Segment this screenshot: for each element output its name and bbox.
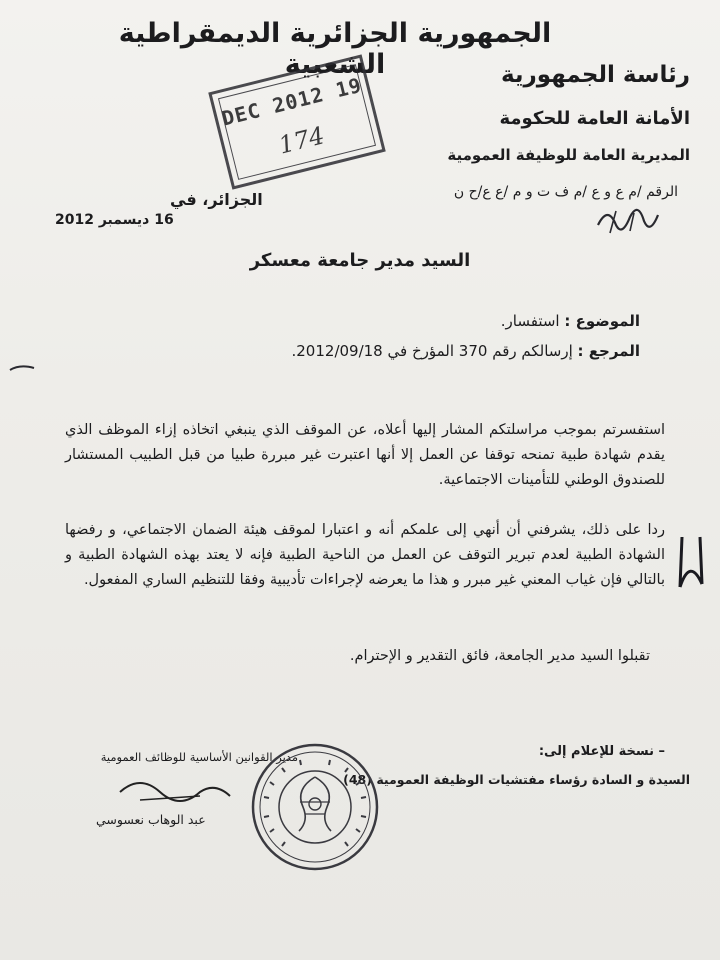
secretariat-heading: الأمانة العامة للحكومة bbox=[499, 108, 690, 129]
copy-to-recipients: السيدة و السادة رؤساء مفتشيات الوظيفة العمومية (48) bbox=[343, 772, 690, 787]
directorate-heading: المديرية العامة للوظيفة العمومية bbox=[447, 146, 690, 164]
signature-icon bbox=[110, 770, 260, 810]
republic-heading: الجمهورية الجزائرية الديمقراطية الشعبية bbox=[118, 18, 552, 80]
signatory-name: عبد الوهاب نعسوسي bbox=[96, 812, 206, 827]
signatory-title: مدير القوانين الأساسية للوظائف العمومية bbox=[100, 750, 298, 764]
reference-label: المرجع : bbox=[577, 342, 640, 360]
presidency-heading: رئاسة الجمهورية bbox=[500, 62, 690, 88]
reference-text: إرسالكم رقم 370 المؤرخ في 2012/09/18. bbox=[291, 342, 573, 360]
copy-to-title: – نسخة للإعلام إلى: bbox=[538, 744, 665, 759]
closing-line: تقبلوا السيد مدير الجامعة، فائق التقدير و الإحترام. bbox=[349, 648, 650, 664]
handwritten-number-icon bbox=[590, 195, 680, 245]
reference-line bbox=[291, 342, 640, 360]
place-line: الجزائر، في bbox=[170, 190, 263, 209]
body-paragraph-1: استفسرتم بموجب مراسلتكم المشار إليها أعلاه، عن الموقف الذي ينبغي اتخاذه إزاء الموظف الذي يقدم شهادة طبية تمنحه توقفا عن العمل إلا أنها اعتبرت غير مبررة طبيا من قبل الطبيب المستشار للصندوق الوطني للتأمينات الاجتماعية. bbox=[65, 422, 665, 488]
stamp-date: 19 DEC 2012 bbox=[219, 72, 365, 131]
body-paragraph-2: ردا على ذلك، يشرفني أن أنهي إلى علمكم أنه و اعتبارا لموقف هيئة الضمان الاجتماعي، و رفضها الشهادة الطبية لعدم تبرير التوقف عن العمل من الناحية الطبية فإنه لا يعتد بهذه الشهادة الطبية و بالتالي فإن غياب المعني غير مبرر و هذا ما يعرضه لإجراءات تأديبية وفقا للتنظيم الساري المفعول. bbox=[65, 522, 665, 588]
reference-number: الرقم /م ع و ع /م ف ت و م /ع ع/ح ن bbox=[453, 184, 678, 200]
stamp-number: 174 bbox=[275, 121, 328, 160]
date-line: 16 ديسمبر 2012 bbox=[55, 212, 174, 228]
subject-line bbox=[501, 312, 640, 330]
addressee: السيد مدير جامعة معسكر bbox=[249, 250, 471, 271]
official-seal-icon bbox=[250, 742, 380, 872]
margin-annotation-icon bbox=[672, 532, 712, 592]
subject-label: الموضوع : bbox=[564, 312, 640, 330]
subject-text: استفسار. bbox=[500, 312, 560, 330]
margin-dash-icon bbox=[8, 362, 38, 374]
